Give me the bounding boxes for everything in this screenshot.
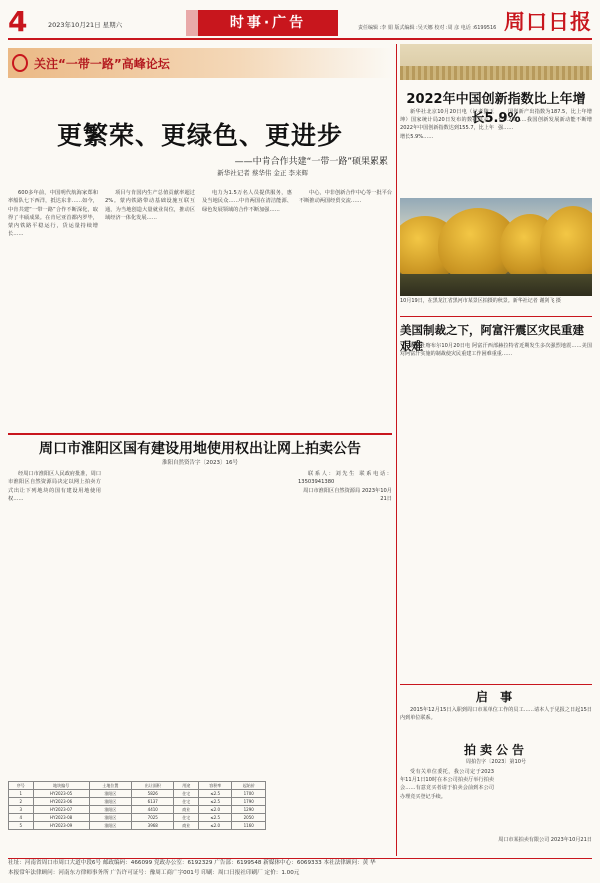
table-cell: 3 bbox=[9, 806, 34, 814]
auction-body bbox=[400, 768, 494, 854]
table-cell: 淮阳区 bbox=[89, 822, 131, 830]
notice-body-text: 经周口市淮阳区人民政府批准，周口市淮阳区自然资源局决定以网上拍卖方式出让下列地块的国有建设用地使用权…… bbox=[8, 471, 101, 502]
table-cell: 5 bbox=[9, 822, 34, 830]
table-row bbox=[9, 814, 266, 822]
table-cell: 1 bbox=[9, 790, 34, 798]
afghanistan-headline: 美国制裁之下，阿富汗震区灾民重建艰难 bbox=[400, 323, 584, 353]
qishi-text: 2015年12月15日入职到周口市某单位工作的员工……请本人于见报之日起15日内到单位联系。 bbox=[400, 707, 592, 722]
table-cell: 1700 bbox=[232, 790, 266, 798]
table-cell: HY2023-07 bbox=[33, 806, 89, 814]
photo-caption: 10月19日，在黑龙江省黑河市某景区拍摄的秋景。新华社记者 谢剑飞 摄 bbox=[400, 298, 561, 304]
land-parcel-table bbox=[8, 781, 266, 830]
table-cell: HY2023-06 bbox=[33, 798, 89, 806]
table-cell: 4 bbox=[9, 814, 34, 822]
table-header-cell: 起始价 bbox=[232, 782, 266, 790]
feature-col1-text: 600多年前，中国明代航海家郑和率船队七下西洋，抵达东非……如今，中肯共建“一带一路”合作不断深化，取得了丰硕成果。在肯尼亚首都内罗毕，蒙内铁路平稳运行，货运量持续增长…… bbox=[8, 190, 98, 238]
innovation-headline: 2022年中国创新指数比上年增长5.9% bbox=[406, 92, 586, 126]
table-cell: 1290 bbox=[232, 806, 266, 814]
editor-line: 责任编辑 :李 娟 版式编辑 :吴天娜 校对 :周 彦 电话 :6199516 bbox=[358, 25, 497, 31]
section-divider bbox=[8, 434, 392, 435]
table-cell: 淮阳区 bbox=[89, 814, 131, 822]
table-row bbox=[9, 822, 266, 830]
column-divider bbox=[396, 44, 397, 856]
table-cell: 2050 bbox=[232, 814, 266, 822]
table-cell: HY2023-08 bbox=[33, 814, 89, 822]
feature-headline: 更繁荣、更绿色、更进步 bbox=[56, 121, 343, 150]
table-cell: 2 bbox=[9, 798, 34, 806]
table-cell: ≤2.5 bbox=[199, 814, 232, 822]
notice-column-1 bbox=[8, 470, 101, 775]
table-cell: HY2023-09 bbox=[33, 822, 89, 830]
table-cell: HY2023-05 bbox=[33, 790, 89, 798]
notice-ref-number: 淮阳自然资告字〔2023〕16号 bbox=[162, 460, 238, 466]
page-footer bbox=[8, 858, 592, 880]
auction-ref: 周拍告字〔2023〕第10号 bbox=[465, 759, 527, 765]
section-title: 时事·广告 bbox=[198, 10, 338, 36]
table-cell: 6137 bbox=[132, 798, 174, 806]
feature-col4-text: 中心，中非创新合作中心等一批平台不断推动两国经贸交流…… bbox=[299, 190, 392, 205]
table-header-cell: 地块编号 bbox=[33, 782, 89, 790]
section-divider bbox=[400, 684, 592, 685]
feature-column-4 bbox=[299, 189, 392, 429]
qishi-body bbox=[400, 706, 592, 738]
afghanistan-body bbox=[400, 342, 592, 682]
feature-article bbox=[8, 44, 392, 434]
section-divider bbox=[400, 316, 592, 317]
feature-subhead: ——中肯合作共建“一带一路”硕果累累 bbox=[234, 157, 388, 167]
issue-date: 2023年10月21日 星期六 bbox=[48, 21, 123, 29]
table-cell: 淮阳区 bbox=[89, 798, 131, 806]
table-header-row bbox=[9, 782, 266, 790]
feature-column-1 bbox=[8, 189, 98, 429]
banner-title: 关注“一带一路”高峰论坛 bbox=[34, 57, 170, 71]
table-row bbox=[9, 798, 266, 806]
table-cell: ≤2.5 bbox=[199, 790, 232, 798]
page-header bbox=[8, 6, 592, 40]
feature-col2-text: 项目与肯国内生产总值贡献率超过2%。蒙内铁路带动基础设施互联互通，为当地创造大量就业岗位，推动区域经济一体化发展…… bbox=[105, 190, 195, 221]
qishi-headline: 启 事 bbox=[475, 690, 517, 704]
feature-column-3 bbox=[202, 189, 292, 429]
auction-text: 受有关单位委托，我公司定于2023年11月1日10时在本公司拍卖厅举行拍卖会……有意竞买者请于拍卖会前到本公司办理竞买登记手续。 bbox=[400, 769, 494, 800]
table-cell: ≤2.0 bbox=[199, 822, 232, 830]
innovation-col1-text: 新华社北京10月20日电（记者魏玉坤）国家统计局20日发布的数据显示，2022年中国创新指数达到155.7，比上年增长5.9%…… bbox=[400, 109, 494, 140]
table-cell: 3968 bbox=[132, 822, 174, 830]
auction-headline: 拍卖公告 bbox=[463, 743, 528, 757]
table-header-cell: 用途 bbox=[174, 782, 199, 790]
table-row bbox=[9, 790, 266, 798]
masthead-logo: 周口日报 bbox=[504, 9, 592, 34]
notice-signoff: 周口市淮阳区自然资源局 2023年10月21日 bbox=[303, 487, 392, 502]
footer-line-2: 本报常年法律顾问：河南东方律师事务所 广告许可证号：豫周工商广字001号 印刷：周口日报社印刷厂 定价：1.00元 bbox=[8, 869, 300, 876]
table-header-cell: 出让面积 bbox=[132, 782, 174, 790]
table-cell: ≤2.5 bbox=[199, 798, 232, 806]
notice-headline: 周口市淮阳区国有建设用地使用权出让网上拍卖公告 bbox=[39, 441, 361, 457]
table-cell: 住宅 bbox=[174, 790, 199, 798]
table-header-cell: 土地位置 bbox=[89, 782, 131, 790]
header-photo bbox=[400, 44, 592, 80]
table-cell: 淮阳区 bbox=[89, 806, 131, 814]
table-header-cell: 容积率 bbox=[199, 782, 232, 790]
table-cell: 住宅 bbox=[174, 798, 199, 806]
table-cell: 4410 bbox=[132, 806, 174, 814]
table-cell: 5826 bbox=[132, 790, 174, 798]
table-cell: ≤2.0 bbox=[199, 806, 232, 814]
land-auction-notice bbox=[8, 436, 392, 856]
notice-contact: 联系人：刘先生 联系电话：13503941380 bbox=[298, 471, 392, 486]
afghanistan-text: 新华社喀布尔10月20日电 阿富汗西部赫拉特省近期发生多次强烈地震……美国对阿富汗实施的制裁使灾民重建工作困难重重…… bbox=[400, 343, 592, 358]
table-cell: 1160 bbox=[232, 822, 266, 830]
banner-emblem-icon bbox=[12, 54, 28, 72]
feature-byline: 新华社记者 蔡华伟 金正 李来辉 bbox=[217, 169, 308, 177]
table-cell: 商业 bbox=[174, 822, 199, 830]
notice-column-4 bbox=[298, 470, 392, 775]
autumn-landscape-photo bbox=[400, 198, 592, 296]
table-cell: 商业 bbox=[174, 806, 199, 814]
table-row bbox=[9, 806, 266, 814]
footer-line-1: 社址：河南省周口市周口大道中段6号 邮政编码：466099 党政办公室：6192329 广告部：6199548 新媒体中心：6069333 本社法律顾问：黄 华 bbox=[8, 860, 376, 866]
feature-banner bbox=[8, 48, 392, 78]
auction-company: 周口市某拍卖有限公司 2023年10月21日 bbox=[498, 837, 592, 843]
feature-col3-text: 电力为1.5万名人员提供服务，惠及当地民众……中肯两国在清洁能源、绿色发展领域的合作不断加强…… bbox=[202, 190, 292, 213]
page-number: 4 bbox=[8, 5, 28, 38]
feature-column-2 bbox=[105, 189, 195, 429]
table-cell: 1790 bbox=[232, 798, 266, 806]
innovation-col2-text: 国创新产出指数为187.5，比上年增长9.2%……我国创新发展新动能不断增强…… bbox=[498, 109, 592, 132]
table-cell: 7025 bbox=[132, 814, 174, 822]
table-cell: 住宅 bbox=[174, 814, 199, 822]
table-cell: 淮阳区 bbox=[89, 790, 131, 798]
table-header-cell: 序号 bbox=[9, 782, 34, 790]
